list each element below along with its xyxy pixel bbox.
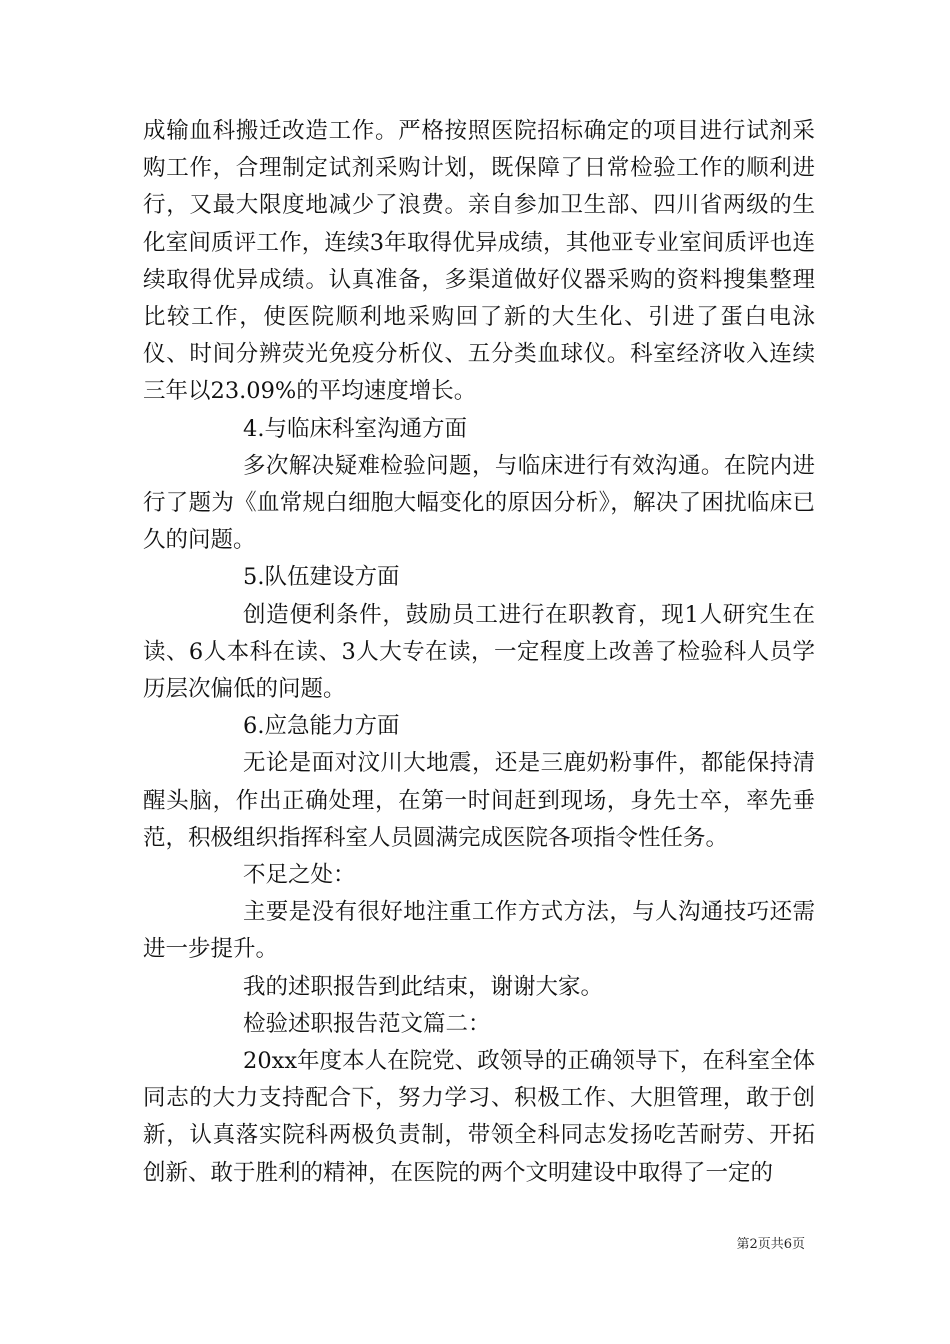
document-body xyxy=(143,113,815,1192)
paragraph-sample-two-intro: 20xx年度本人在院党、政领导的正确领导下，在科室全体同志的大力支持配合下，努力学习、积极工作、大胆管理，敢于创新，认真落实院科两极负责制，带领全科同志发扬吃苦耐劳、开拓创新、敢于胜利的精神，在医院的两个文明建设中取得了一定的 xyxy=(143,1048,815,1186)
section-heading-shortcomings: 不足之处： xyxy=(243,862,356,889)
closing-remark: 我的述职报告到此结束，谢谢大家。 xyxy=(243,973,604,1000)
page-number-footer: 第2页共6页 xyxy=(736,1237,805,1252)
section-heading-emergency-capability: 6.应急能力方面 xyxy=(243,713,400,740)
section-heading-sample-two: 检验述职报告范文篇二： xyxy=(243,1010,491,1037)
paragraph-clinical-communication: 多次解决疑难检验问题，与临床进行有效沟通。在院内进行了题为《血常规白细胞大幅变化的原因分析》，解决了困扰临床已久的问题。 xyxy=(143,452,815,554)
paragraph-team-building: 创造便利条件，鼓励员工进行在职教育，现1人研究生在读、6人本科在读、3人大专在读，一定程度上改善了检验科人员学历层次偏低的问题。 xyxy=(143,601,815,703)
paragraph-continuation: 成输血科搬迁改造工作。严格按照医院招标确定的项目进行试剂采购工作，合理制定试剂采购计划，既保障了日常检验工作的顺利进行，又最大限度地减少了浪费。亲自参加卫生部、四川省两级的生化室间质评工作，连续3年取得优异成绩，其他亚专业室间质评也连续取得优异成绩。认真准备，多渠道做好仪器采购的资料搜集整理比较工作，使医院顺利地采购回了新的大生化、引进了蛋白电泳仪、时间分辨荧光免疫分析仪、五分类血球仪。科室经济收入连续三年以23.09%的平均速度增长。 xyxy=(143,118,815,405)
paragraph-shortcomings: 主要是没有很好地注重工作方式方法，与人沟通技巧还需进一步提升。 xyxy=(143,899,815,963)
section-heading-clinical-communication: 4.与临床科室沟通方面 xyxy=(243,415,467,442)
paragraph-emergency-capability: 无论是面对汶川大地震，还是三鹿奶粉事件，都能保持清醒头脑，作出正确处理，在第一时间赶到现场，身先士卒，率先垂范，积极组织指挥科室人员圆满完成医院各项指令性任务。 xyxy=(143,750,815,851)
section-heading-team-building: 5.队伍建设方面 xyxy=(243,564,400,591)
